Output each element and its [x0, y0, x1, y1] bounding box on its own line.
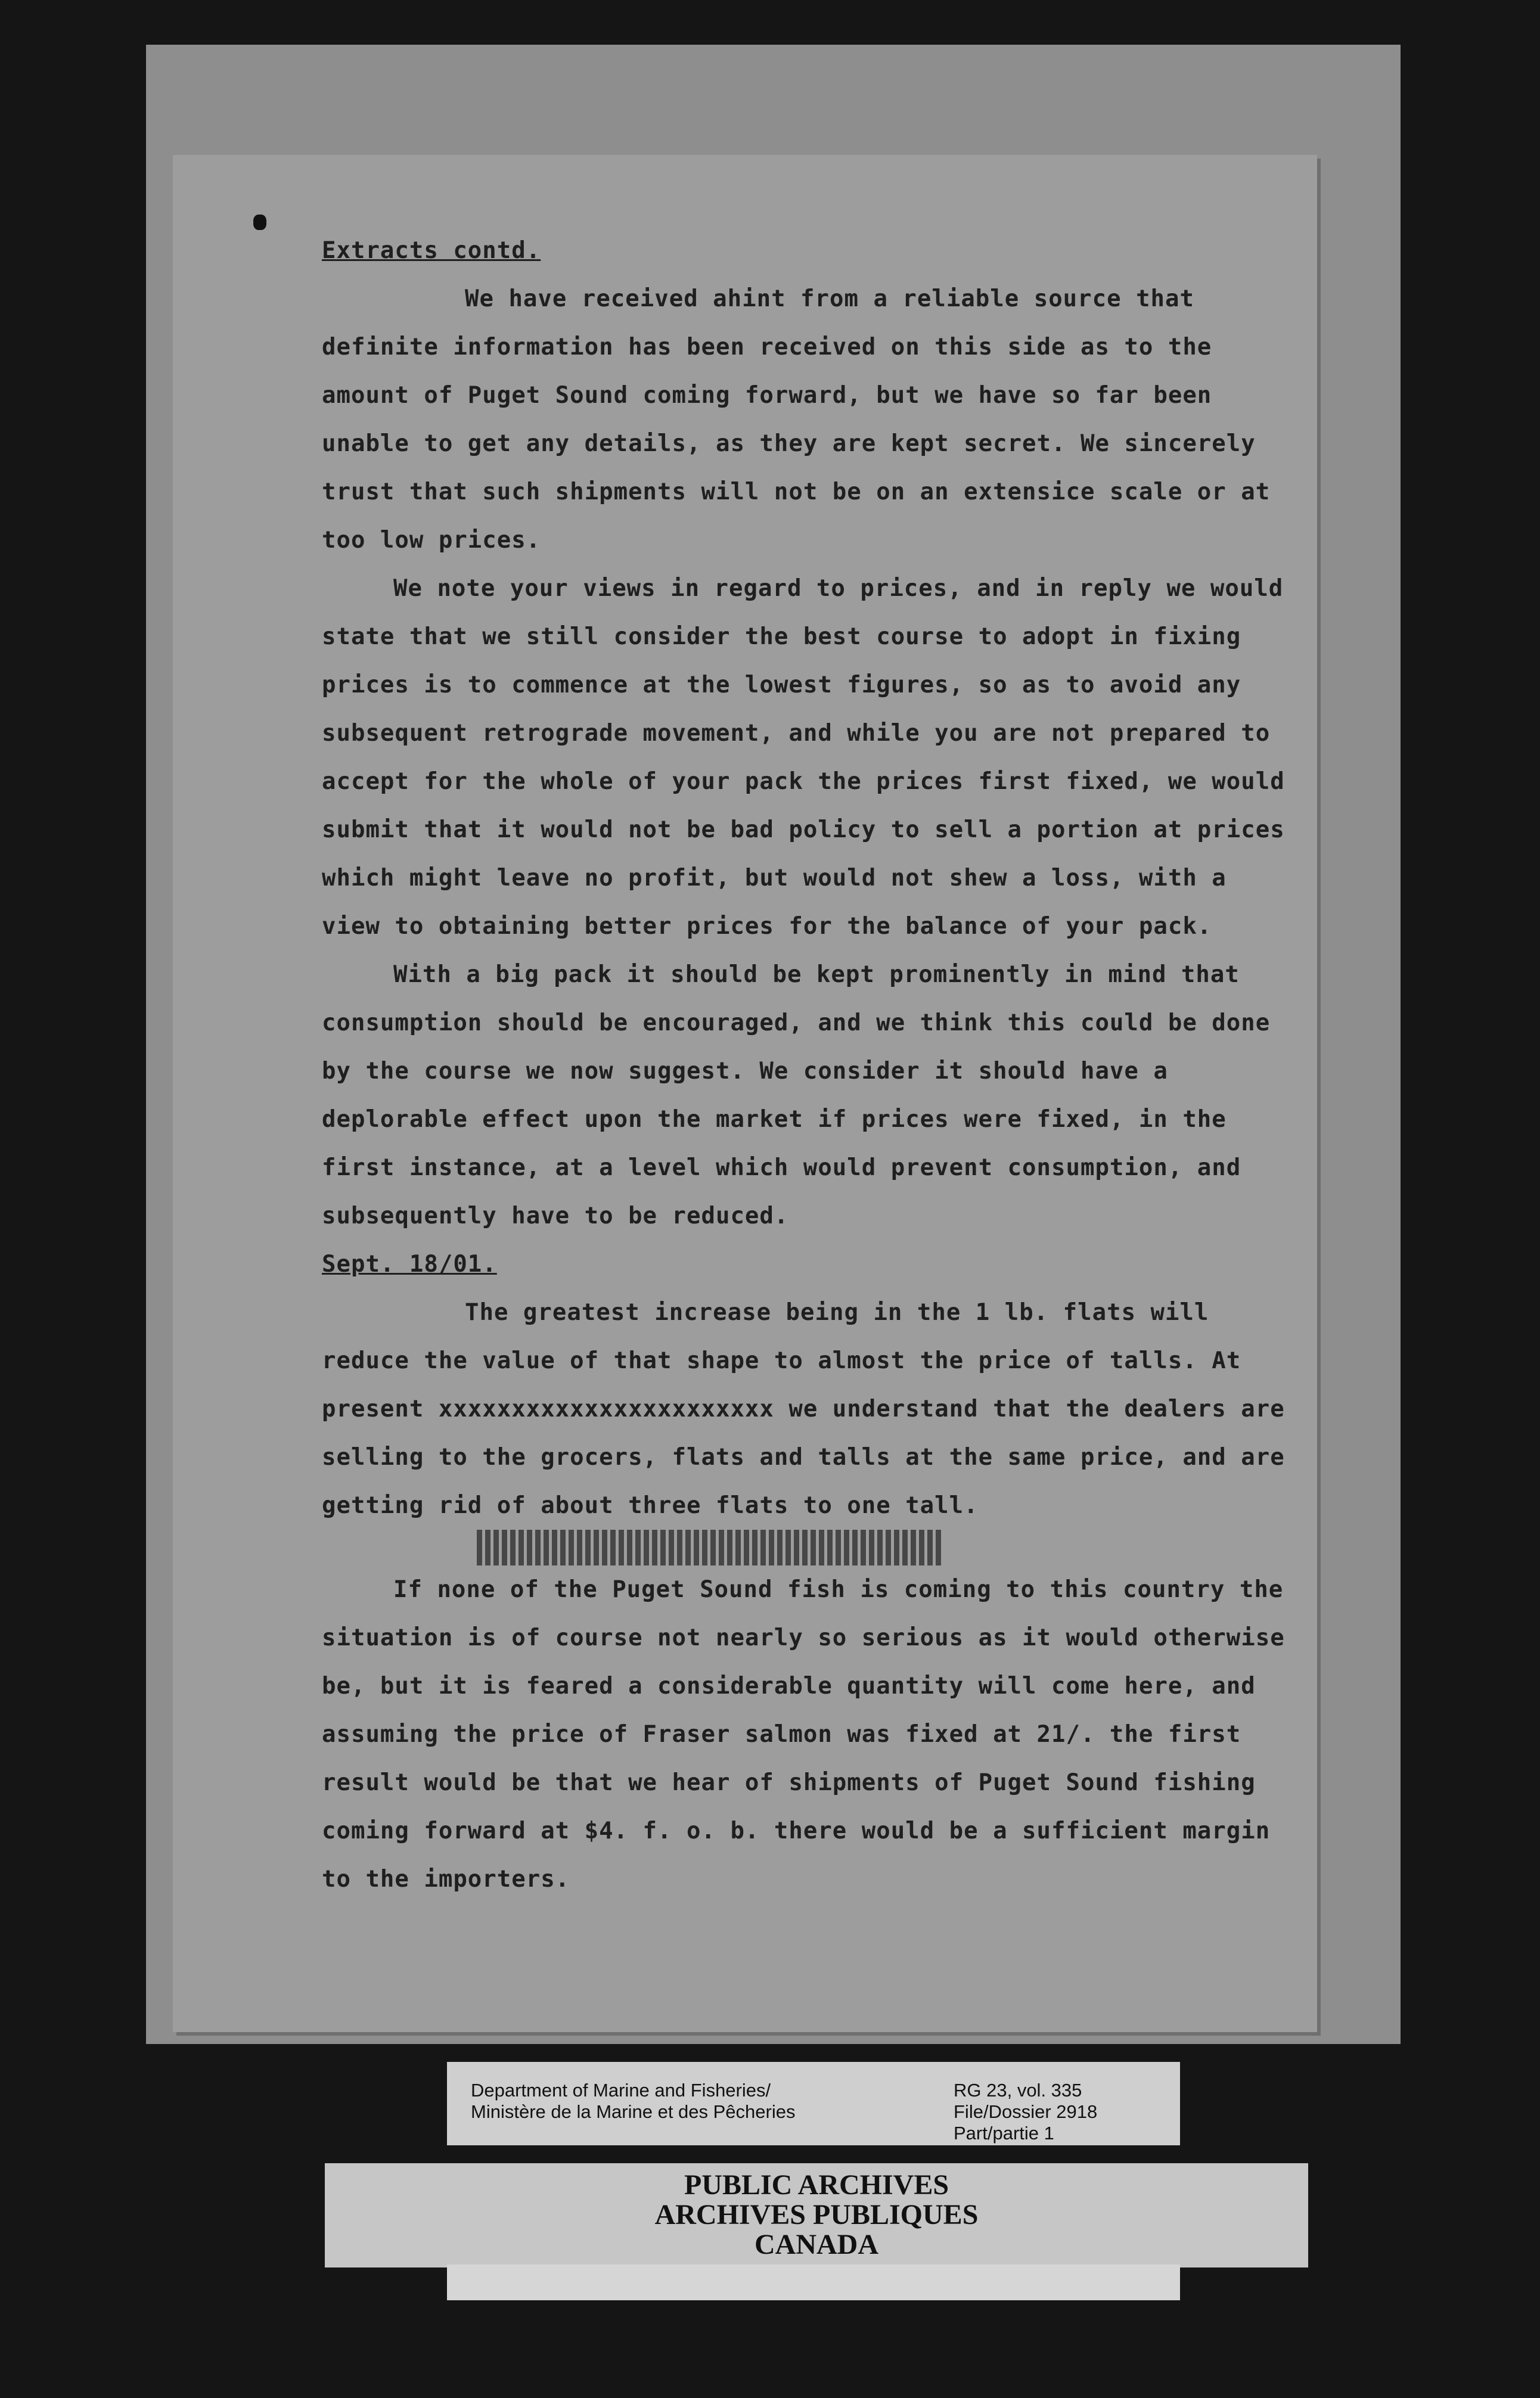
document-text	[322, 226, 1299, 1903]
label-part: Part/partie 1	[954, 2123, 1054, 2144]
paragraph-3: With a big pack it should be kept prominently in mind that consumption should be encouraged, and we think this could be done by the course we now suggest. We consider it should have a deplorable effect upon the market if prices were fixed, in the first instance, at a level which would prevent consumption, and subsequently have to be reduced.	[322, 961, 1271, 1229]
date-heading: Sept. 18/01.	[322, 1251, 497, 1278]
label-rg: RG 23, vol. 335	[954, 2080, 1082, 2101]
punch-hole	[253, 215, 266, 230]
stamp-line-1: PUBLIC ARCHIVES	[684, 2169, 949, 2201]
label-dept-en: Department of Marine and Fisheries/	[471, 2080, 771, 2101]
paragraph-1: We have received ahint from a reliable source that definite information has been received on this side as to the amount of Puget Sound coming forward, but we have so far been unable to get any details, as they are kept secret. We sincerely trust that such shipments will not be on an extensice scale or at too low prices.	[322, 285, 1271, 554]
label-reference	[954, 2080, 1097, 2144]
document-heading: Extracts contd.	[322, 237, 541, 264]
label-department	[471, 2080, 795, 2123]
archive-label	[447, 2062, 1180, 2145]
struck-out-line	[477, 1530, 942, 1565]
paragraph-5: If none of the Puget Sound fish is coming to this country the situation is of course not nearly so serious as it would otherwise be, but it is feared a considerable quantity will come here, and assuming the price of Fraser salmon was fixed at 21/. the first result would be that we hear of shipments of Puget Sound fishing coming forward at $4. f. o. b. there would be a sufficient margin to the importers.	[322, 1576, 1285, 1893]
stamp-line-3: CANADA	[755, 2229, 878, 2260]
archives-stamp	[325, 2163, 1308, 2267]
footer-strip	[447, 2265, 1180, 2300]
stamp-line-2: ARCHIVES PUBLIQUES	[654, 2199, 979, 2231]
paragraph-2: We note your views in regard to prices, and in reply we would state that we still consider the best course to adopt in fixing prices is to commence at the lowest figures, so as to avoid any subsequent retrograde movement, and while you are not prepared to accept for the whole of your pack the prices first fixed, we would submit that it would not be bad policy to sell a portion at prices which might leave no profit, but would not shew a loss, with a view to obtaining better prices for the balance of your pack.	[322, 575, 1285, 940]
paragraph-4: The greatest increase being in the 1 lb. flats will reduce the value of that shape to almost the price of talls. At present xxxxxxxxxxxxxxxxxxxxxxx we understand that the dealers are selling to the grocers, flats and talls at the same price, and are getting rid of about three flats to one tall.	[322, 1299, 1285, 1519]
document-page	[173, 155, 1317, 2032]
label-file: File/Dossier 2918	[954, 2101, 1098, 2122]
label-dept-fr: Ministère de la Marine et des Pêcheries	[471, 2101, 796, 2122]
